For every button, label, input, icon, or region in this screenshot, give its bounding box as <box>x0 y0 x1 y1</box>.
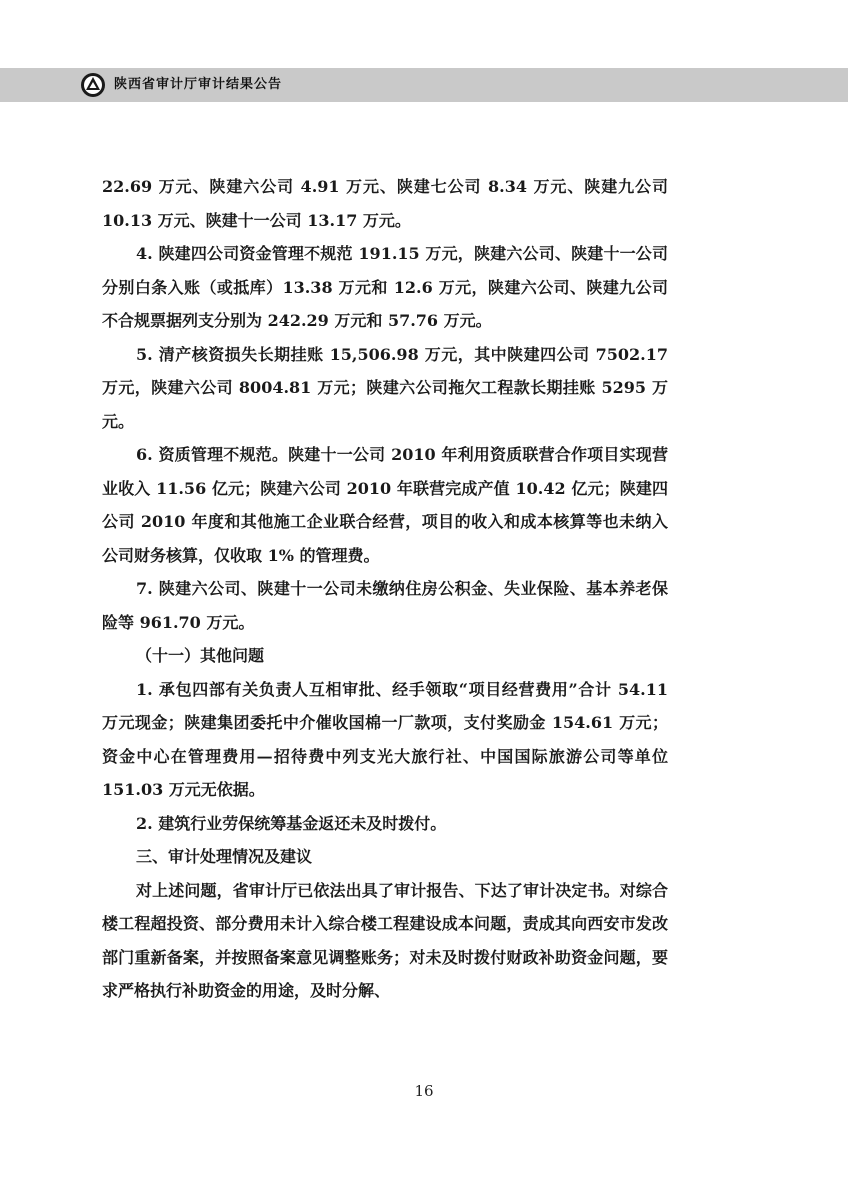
paragraph-audit-handling: 对上述问题，省审计厅已依法出具了审计报告、下达了审计决定书。对综合楼工程超投资、部分费用未计入综合楼工程建设成本问题，责成其向西安市发改部门重新备案，并按照备案意见调整账务；对未及时拨付财政补助资金问题，要求严格执行补助资金的用途，及时分解、 <box>102 880 668 1000</box>
paragraph-continuation: 22.69 万元、陕建六公司 4.91 万元、陕建七公司 8.34 万元、陕建九公司 10.13 万元、陕建十一公司 13.17 万元。 <box>102 177 668 230</box>
header-title: 陕西省审计厅审计结果公告 <box>114 77 283 92</box>
section-heading-audit-handling: 三、审计处理情况及建议 <box>136 847 313 866</box>
paragraph-other-1: 1. 承包四部有关负责人互相审批、经手领取“项目经营费用”合计 54.11 万元现金；陕建集团委托中介催收国棉一厂款项，支付奖励金 154.61 万元；资金中心在管理费用—招待费中列支光大旅行社、中国国际旅游公司等单位 151.03 万元无依据。 <box>102 679 668 799</box>
paragraph-item-4: 4. 陕建四公司资金管理不规范 191.15 万元，陕建六公司、陕建十一公司分别白条入账（或抵库）13.38 万元和 12.6 万元，陕建六公司、陕建九公司不合规票据列支分别为 242.29 万元和 57.76 万元。 <box>102 244 668 330</box>
section-heading-other-issues: （十一）其他问题 <box>136 646 265 665</box>
paragraph-item-5: 5. 清产核资损失长期挂账 15,506.98 万元，其中陕建四公司 7502.17 万元，陕建六公司 8004.81 万元；陕建六公司拖欠工程款长期挂账 5295 万元。 <box>102 344 668 431</box>
document-body <box>102 170 668 1008</box>
paragraph-other-2: 2. 建筑行业劳保统筹基金返还未及时拨付。 <box>136 813 447 833</box>
paragraph-item-6: 6. 资质管理不规范。陕建十一公司 2010 年利用资质联营合作项目实现营业收入 11.56 亿元；陕建六公司 2010 年联营完成产值 10.42 亿元；陕建四公司 2010 年度和其他施工企业联合经营，项目的收入和成本核算等也未纳入公司财务核算，仅收取 1% 的管理费。 <box>102 445 668 565</box>
paragraph-item-7: 7. 陕建六公司、陕建十一公司未缴纳住房公积金、失业保险、基本养老保险等 961.70 万元。 <box>102 579 668 632</box>
audit-logo-icon <box>80 72 106 98</box>
page-number: 16 <box>414 1082 434 1100</box>
